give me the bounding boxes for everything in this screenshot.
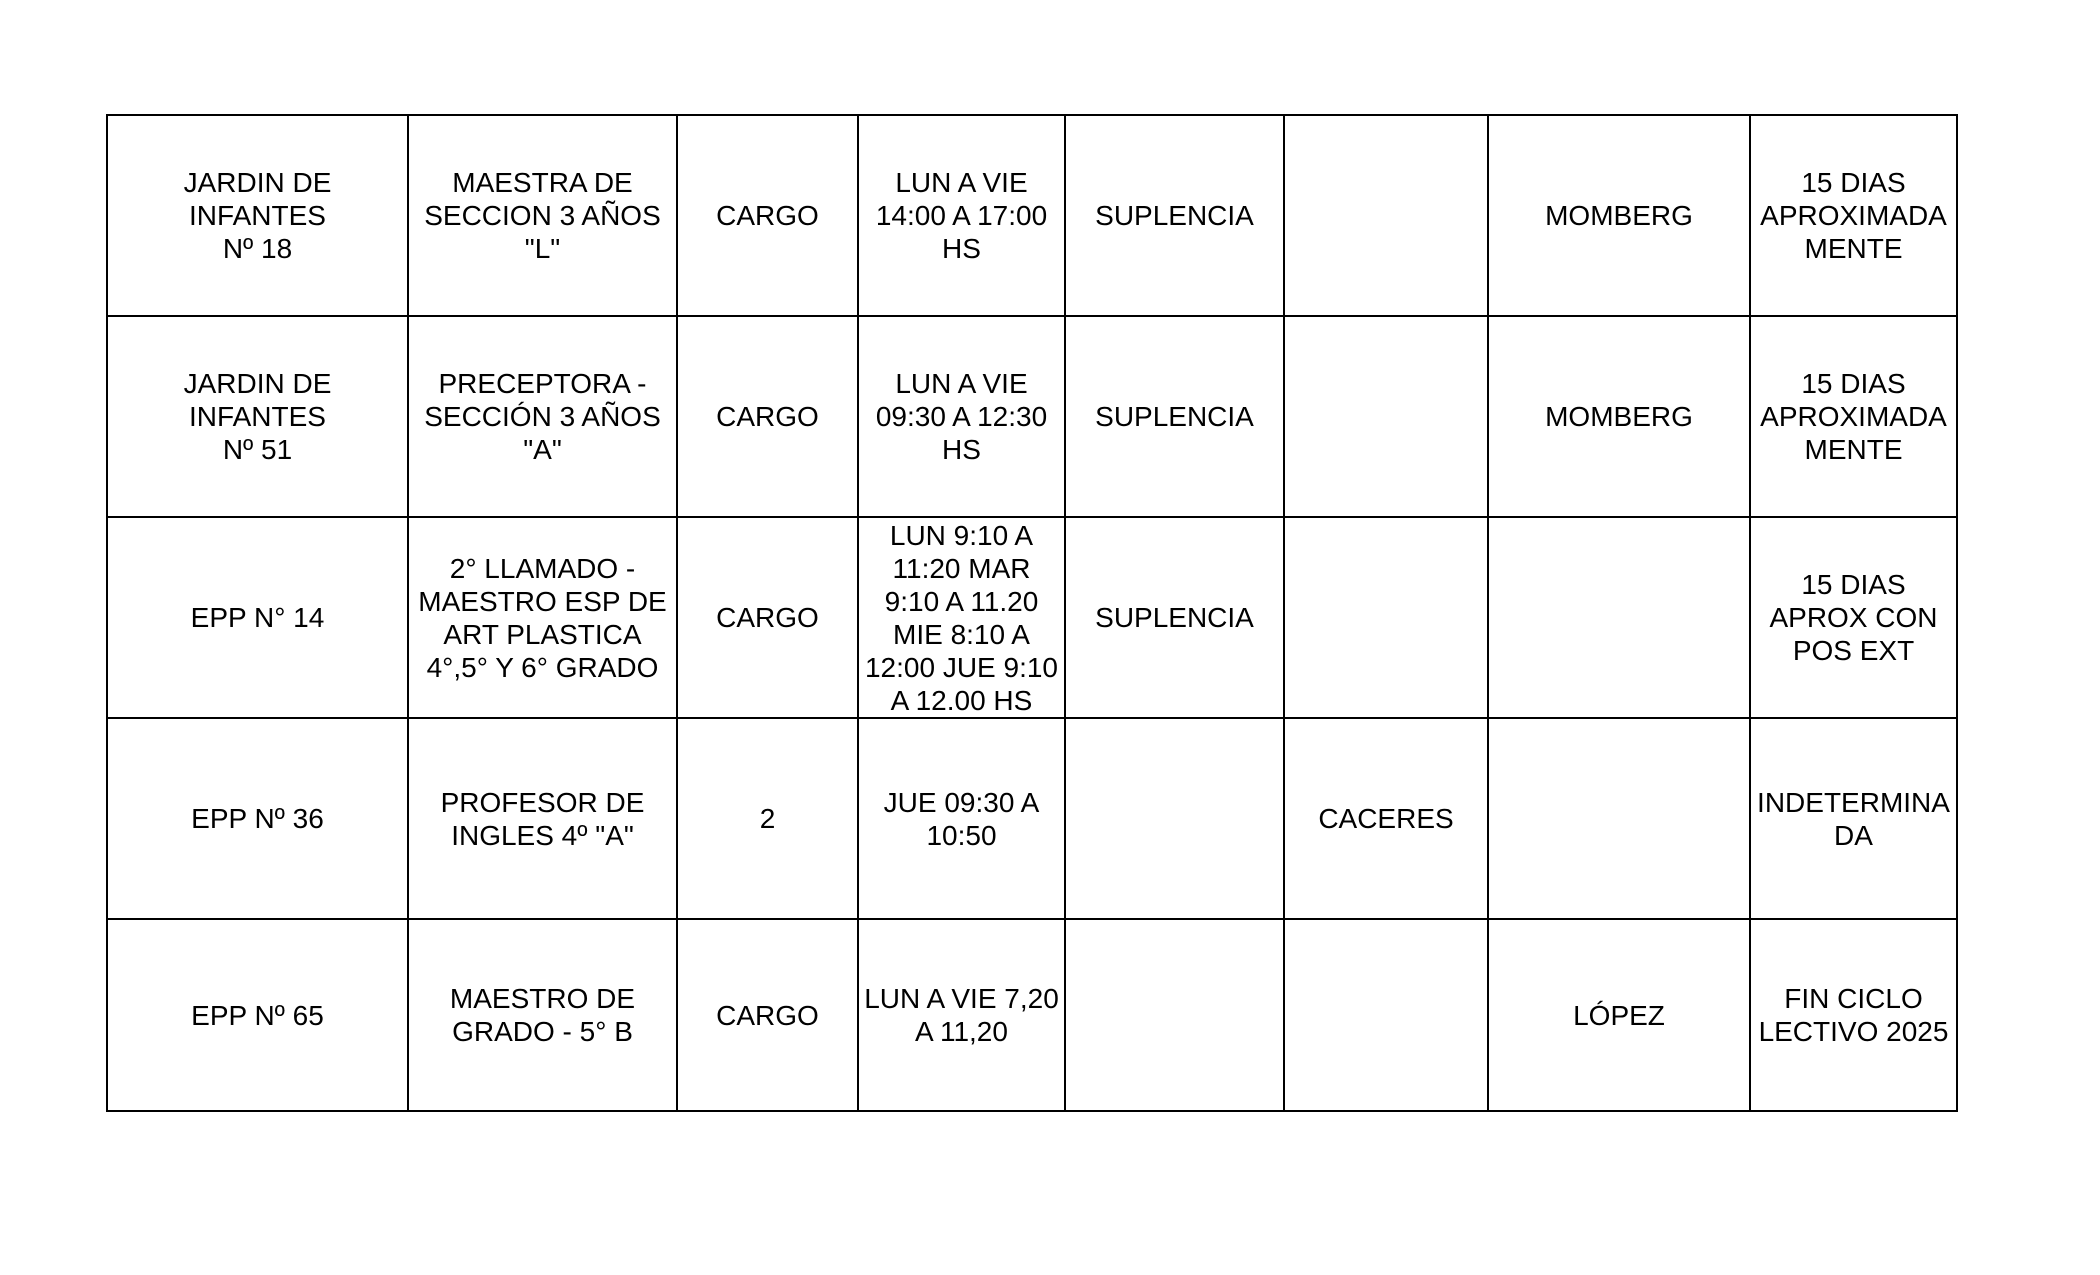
cell-hours: CARGO <box>677 517 858 718</box>
cell-character: SUPLENCIA <box>1065 316 1284 517</box>
table-row <box>107 718 1957 919</box>
cell-duration: FIN CICLO LECTIVO 2025 <box>1750 919 1957 1111</box>
cell-school: JARDIN DE INFANTES Nº 18 <box>107 115 408 316</box>
cell-schedule: JUE 09:30 A 10:50 <box>858 718 1065 919</box>
cell-col7: MOMBERG <box>1488 316 1750 517</box>
cell-schedule: LUN A VIE 14:00 A 17:00 HS <box>858 115 1065 316</box>
cell-col6 <box>1284 316 1488 517</box>
cell-col7 <box>1488 517 1750 718</box>
cell-col6 <box>1284 517 1488 718</box>
cell-character: SUPLENCIA <box>1065 115 1284 316</box>
cell-duration: INDETERMINA DA <box>1750 718 1957 919</box>
cell-character <box>1065 718 1284 919</box>
cell-school: EPP Nº 36 <box>107 718 408 919</box>
cell-col6: CACERES <box>1284 718 1488 919</box>
cell-schedule: LUN 9:10 A 11:20 MAR 9:10 A 11.20 MIE 8:10 A 12:00 JUE 9:10 A 12.00 HS <box>858 517 1065 718</box>
cell-school: EPP N° 14 <box>107 517 408 718</box>
table-row <box>107 919 1957 1111</box>
cell-col6 <box>1284 115 1488 316</box>
cell-hours: CARGO <box>677 919 858 1111</box>
cell-position: PROFESOR DE INGLES 4º "A" <box>408 718 677 919</box>
cell-duration: 15 DIAS APROX CON POS EXT <box>1750 517 1957 718</box>
cell-duration: 15 DIAS APROXIMADA MENTE <box>1750 316 1957 517</box>
cell-hours: CARGO <box>677 316 858 517</box>
cell-duration: 15 DIAS APROXIMADA MENTE <box>1750 115 1957 316</box>
cell-hours: 2 <box>677 718 858 919</box>
cell-position: 2° LLAMADO - MAESTRO ESP DE ART PLASTICA 4°,5° Y 6° GRADO <box>408 517 677 718</box>
cell-col7 <box>1488 718 1750 919</box>
cell-hours: CARGO <box>677 115 858 316</box>
cell-schedule: LUN A VIE 09:30 A 12:30 HS <box>858 316 1065 517</box>
cell-col7: MOMBERG <box>1488 115 1750 316</box>
cell-character: SUPLENCIA <box>1065 517 1284 718</box>
cell-position: PRECEPTORA - SECCIÓN 3 AÑOS "A" <box>408 316 677 517</box>
vacancies-table <box>106 114 1958 1112</box>
cell-character <box>1065 919 1284 1111</box>
cell-position: MAESTRO DE GRADO - 5° B <box>408 919 677 1111</box>
table-row <box>107 517 1957 718</box>
table-row <box>107 115 1957 316</box>
cell-schedule: LUN A VIE 7,20 A 11,20 <box>858 919 1065 1111</box>
cell-col7: LÓPEZ <box>1488 919 1750 1111</box>
cell-school: JARDIN DE INFANTES Nº 51 <box>107 316 408 517</box>
cell-col6 <box>1284 919 1488 1111</box>
cell-position: MAESTRA DE SECCION 3 AÑOS "L" <box>408 115 677 316</box>
table-row <box>107 316 1957 517</box>
cell-school: EPP Nº 65 <box>107 919 408 1111</box>
